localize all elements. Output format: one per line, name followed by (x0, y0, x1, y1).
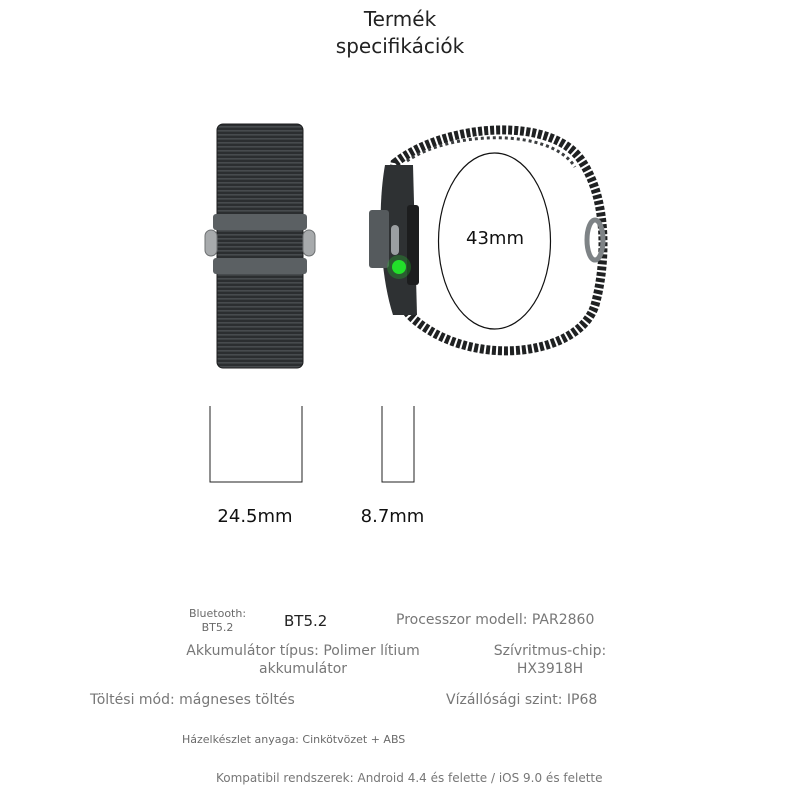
battery-spec-line2: akkumulátor (258, 661, 348, 677)
band-front-view (195, 118, 325, 378)
bluetooth-label-line1: Bluetooth: (188, 607, 247, 620)
thickness-label: 8.7mm (360, 506, 425, 527)
bluetooth-label (180, 607, 255, 635)
compat-spec: Kompatibil rendszerek: Android 4.4 és felette / iOS 9.0 és felette (216, 771, 603, 785)
heart-chip-spec-line1: Szívritmus-chip: (493, 643, 607, 659)
width-bracket (205, 402, 305, 486)
water-spec: Vízállósági szint: IP68 (446, 692, 598, 708)
page-title-line1: Termék (363, 7, 437, 31)
battery-spec-line1: Akkumulátor típus: Polimer lítium (186, 643, 420, 659)
heart-chip-spec (470, 642, 630, 678)
thickness-bracket (378, 402, 418, 486)
page-title (300, 6, 500, 60)
diameter-label: 43mm (466, 228, 524, 249)
bluetooth-value: BT5.2 (284, 612, 328, 630)
battery-spec (178, 642, 428, 678)
processor-spec: Processzor modell: PAR2860 (396, 612, 595, 628)
width-label: 24.5mm (217, 506, 293, 527)
bluetooth-label-line2: BT5.2 (201, 621, 234, 634)
heart-chip-spec-line2: HX3918H (516, 661, 584, 677)
page-title-line2: specifikációk (335, 34, 465, 58)
housing-spec: Házelkészlet anyaga: Cinkötvözet + ABS (182, 733, 406, 746)
charging-spec: Töltési mód: mágneses töltés (90, 692, 295, 708)
